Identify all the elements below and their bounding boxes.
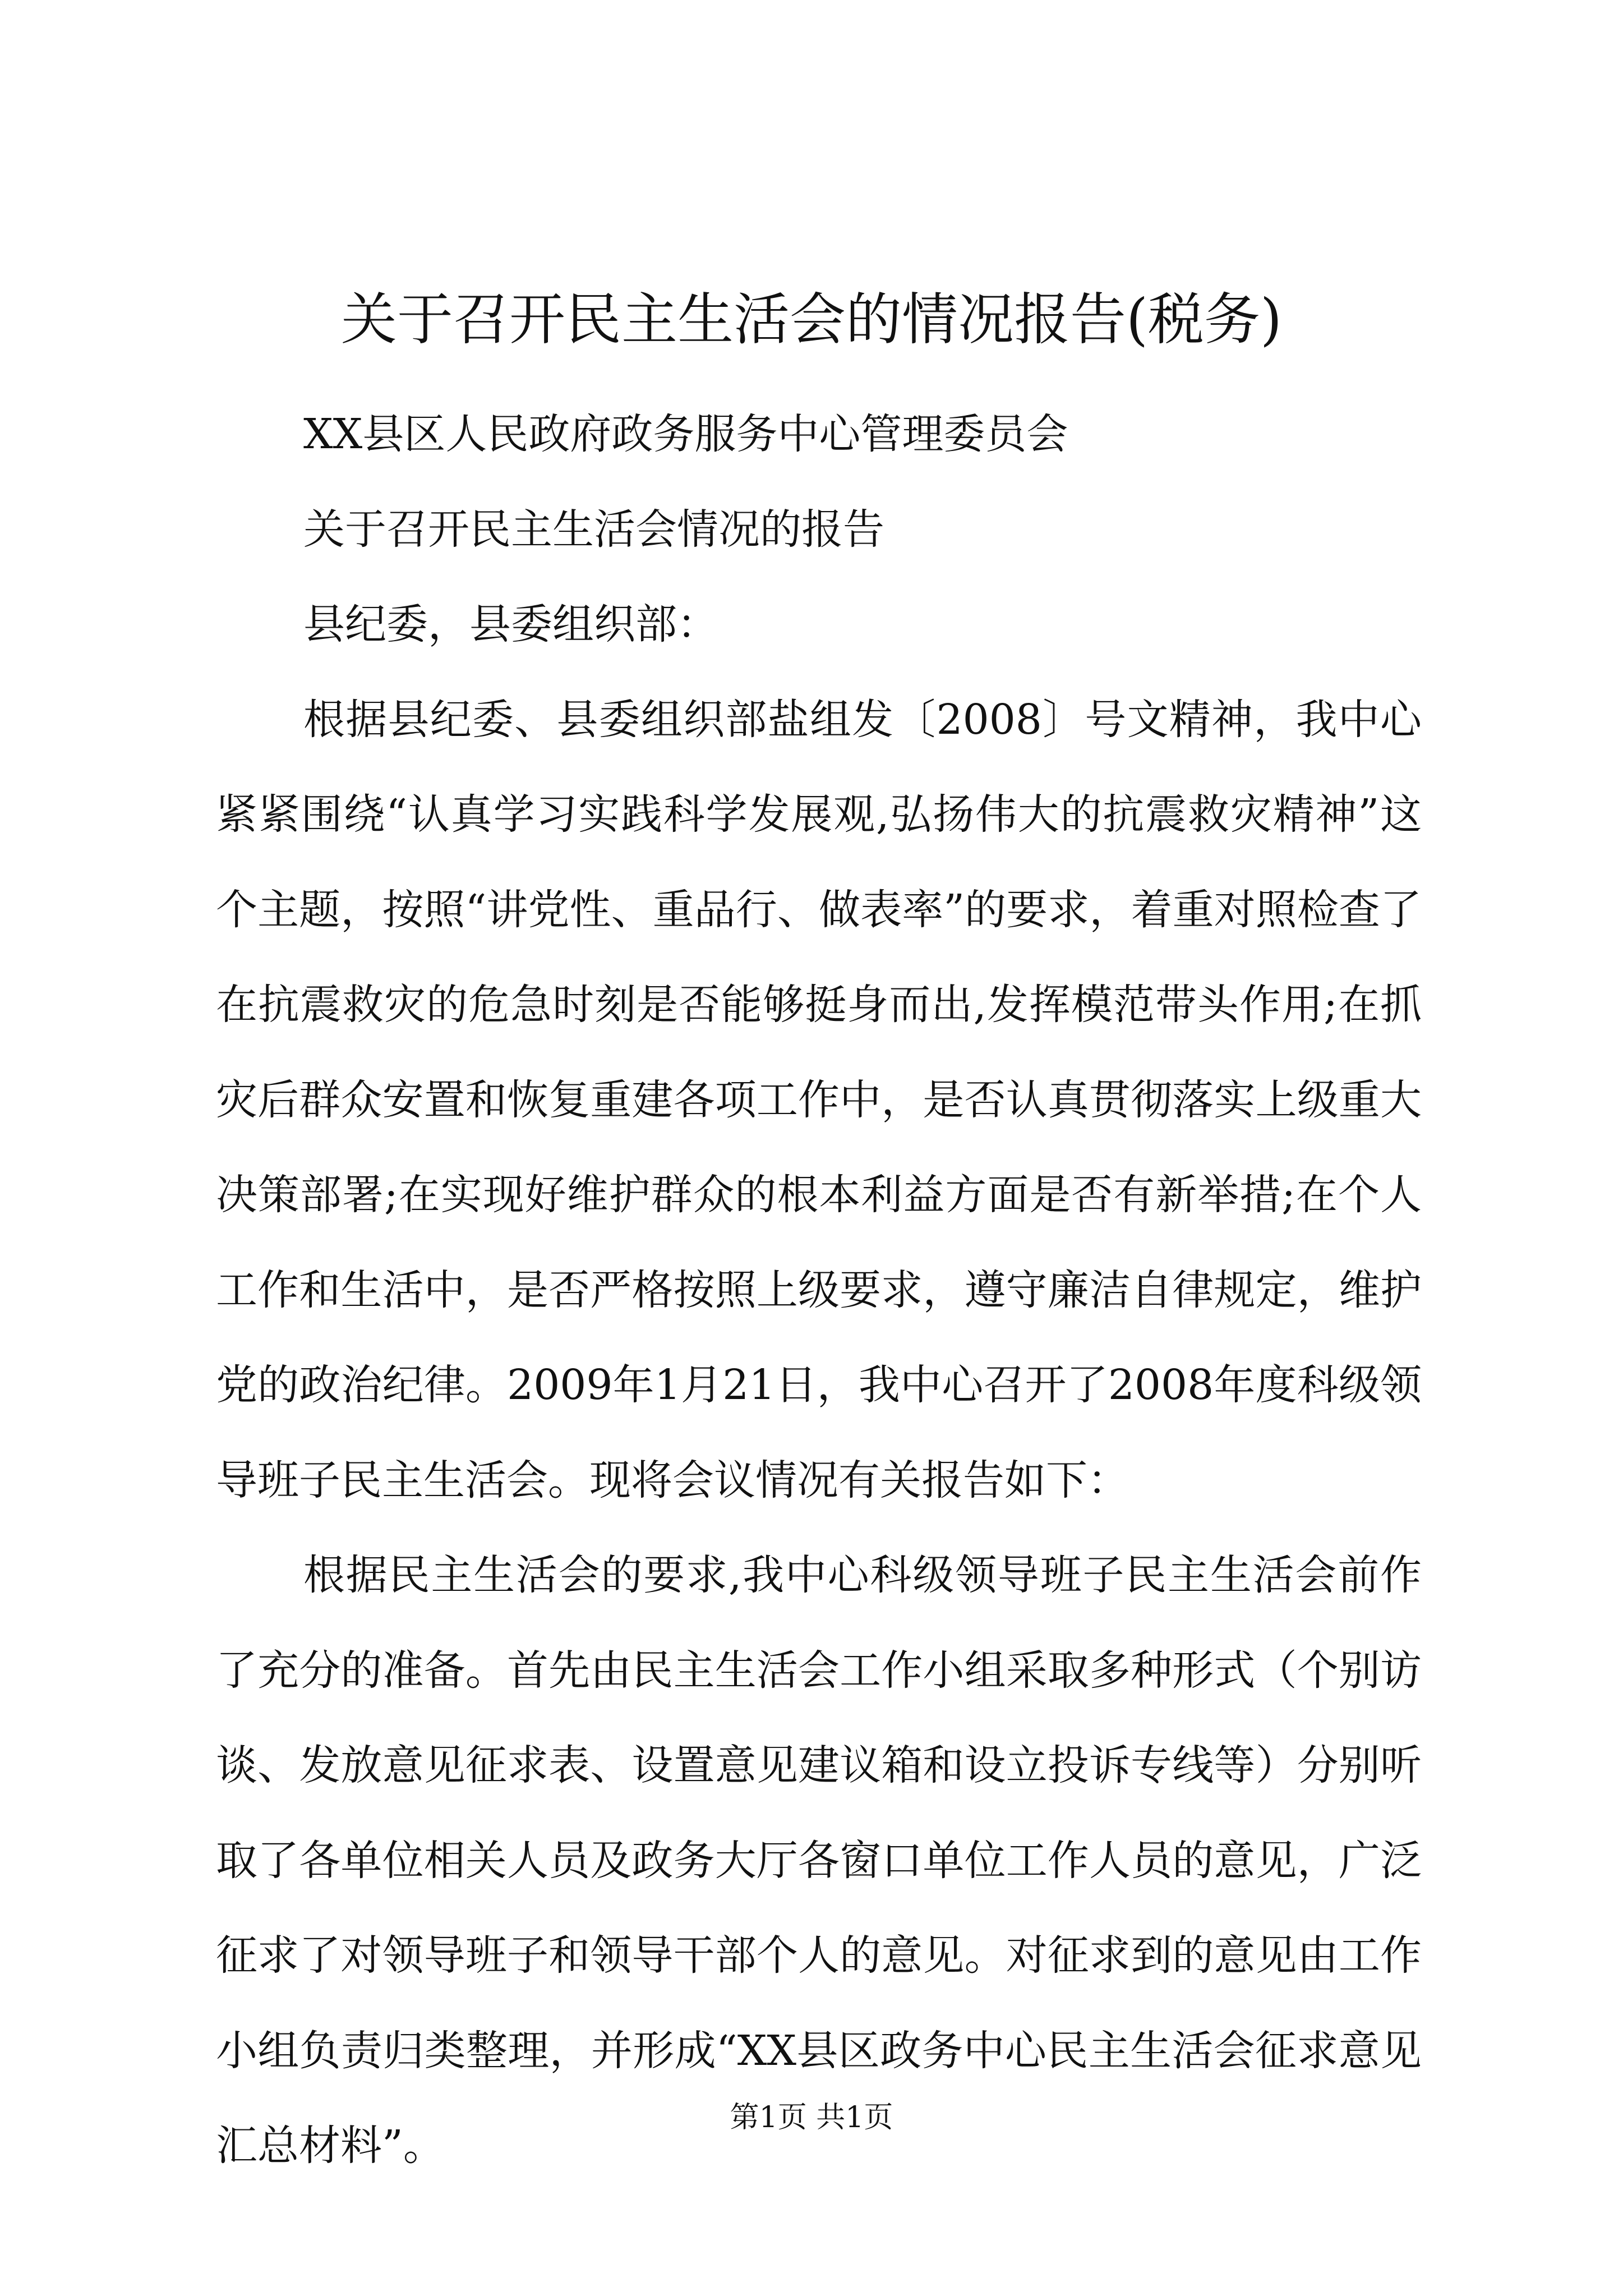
header-line-recipients: 县纪委，县委组织部：: [303, 600, 718, 648]
document-title: 关于召开民主生活会的情况报告(税务): [340, 287, 1283, 352]
header-line-report-title: 关于召开民主生活会情况的报告: [303, 505, 884, 554]
page-footer: 第1页 共1页: [730, 2101, 893, 2134]
document-body: [216, 387, 1422, 2194]
body-paragraph: 根据民主生活会的要求,我中心科级领导班子民主生活会前作了充分的准备。首先由民主生活会工作小组采取多种形式（个别访谈、发放意见征求表、设置意见建议箱和设立投诉专线等）分别听取了各单位相关人员及政务大厅各窗口单位工作人员的意见，广泛征求了对领导班子和领导干部个人的意见。对征求到的意见由工作小组负责归类整理，并形成“XX县区政务中心民主生活会征求意见汇总材料”。: [216, 1551, 1422, 2170]
header-line-agency: XX县区人民政府政务服务中心管理委员会: [303, 410, 1068, 458]
body-paragraph: 根据县纪委、县委组织部盐组发〔2008〕号文精神，我中心紧紧围绕“认真学习实践科学发展观,弘扬伟大的抗震救灾精神”这个主题，按照“讲党性、重品行、做表率”的要求，着重对照检查了在抗震救灾的危急时刻是否能够挺身而出,发挥模范带头作用;在抓灾后群众安置和恢复重建各项工作中，是否认真贯彻落实上级重大决策部署;在实现好维护群众的根本利益方面是否有新举措;在个人工作和生活中，是否严格按照上级要求，遵守廉洁自律规定，维护党的政治纪律。2009年1月21日，我中心召开了2008年度科级领导班子民主生活会。现将会议情况有关报告如下：: [216, 695, 1422, 1504]
